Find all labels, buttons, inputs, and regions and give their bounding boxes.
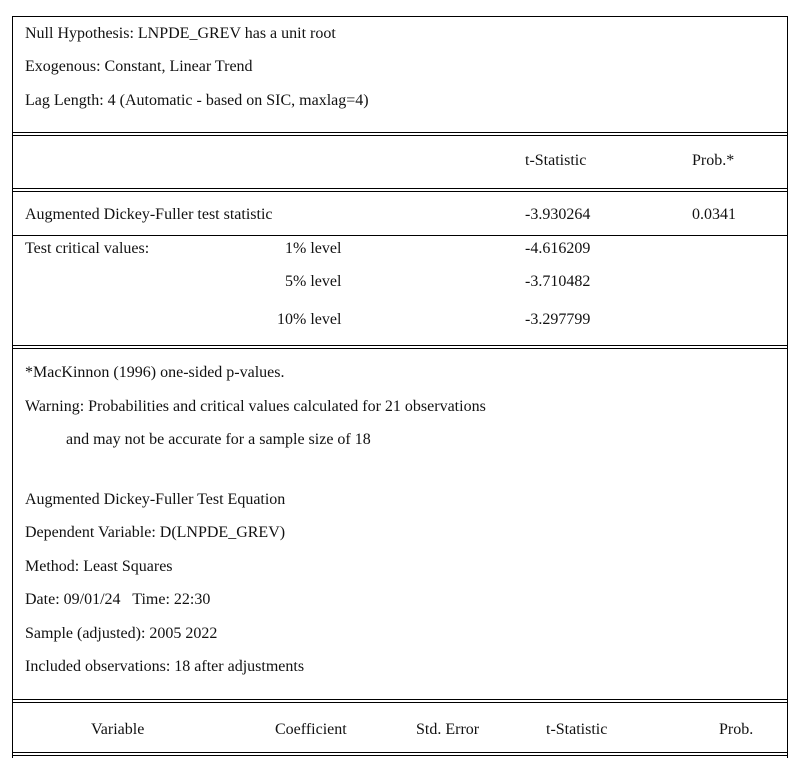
col-variable: Variable xyxy=(91,721,145,738)
sample: Sample (adjusted): 2005 2022 xyxy=(25,625,218,642)
date-time: Date: 09/01/24 Time: 22:30 xyxy=(25,591,211,608)
adf-output-frame xyxy=(12,16,788,758)
level-10pct: 10% level xyxy=(277,311,342,328)
warning-line-2: and may not be accurate for a sample size of 18 xyxy=(66,431,371,448)
method: Method: Least Squares xyxy=(25,558,173,575)
adf-rule xyxy=(13,235,787,236)
warning-line-1: Warning: Probabilities and critical values calculated for 21 observations xyxy=(25,398,486,415)
exogenous: Exogenous: Constant, Linear Trend xyxy=(25,58,253,75)
adf-tstat: -3.930264 xyxy=(525,206,591,223)
col-prob: Prob.* xyxy=(692,152,735,169)
value-5pct: -3.710482 xyxy=(525,273,591,290)
level-1pct: 1% level xyxy=(285,240,342,257)
adf-label: Augmented Dickey-Fuller test statistic xyxy=(25,206,273,223)
col-coef-prob: Prob. xyxy=(719,721,754,738)
coef-top-rule xyxy=(13,699,787,703)
top-rule xyxy=(13,16,787,17)
col-std-error: Std. Error xyxy=(416,721,480,738)
value-10pct: -3.297799 xyxy=(525,311,591,328)
value-1pct: -4.616209 xyxy=(525,240,591,257)
col-coef-t-statistic: t-Statistic xyxy=(546,721,608,738)
lag-length: Lag Length: 4 (Automatic - based on SIC, maxlag=4) xyxy=(25,92,369,109)
critical-label: Test critical values: xyxy=(25,240,150,257)
included-observations: Included observations: 18 after adjustments xyxy=(25,658,305,675)
dependent-variable: Dependent Variable: D(LNPDE_GREV) xyxy=(25,524,286,541)
mackinnon-note: *MacKinnon (1996) one-sided p-values. xyxy=(25,364,285,381)
colheader-rule xyxy=(13,188,787,192)
level-5pct: 5% level xyxy=(285,273,342,290)
equation-title: Augmented Dickey-Fuller Test Equation xyxy=(25,491,286,508)
coef-bottom-rule xyxy=(13,752,787,756)
col-coefficient: Coefficient xyxy=(275,721,347,738)
header-rule xyxy=(13,132,787,136)
col-t-statistic: t-Statistic xyxy=(525,152,587,169)
null-hypothesis: Null Hypothesis: LNPDE_GREV has a unit root xyxy=(25,25,336,42)
critical-rule xyxy=(13,345,787,349)
adf-prob: 0.0341 xyxy=(692,206,736,223)
